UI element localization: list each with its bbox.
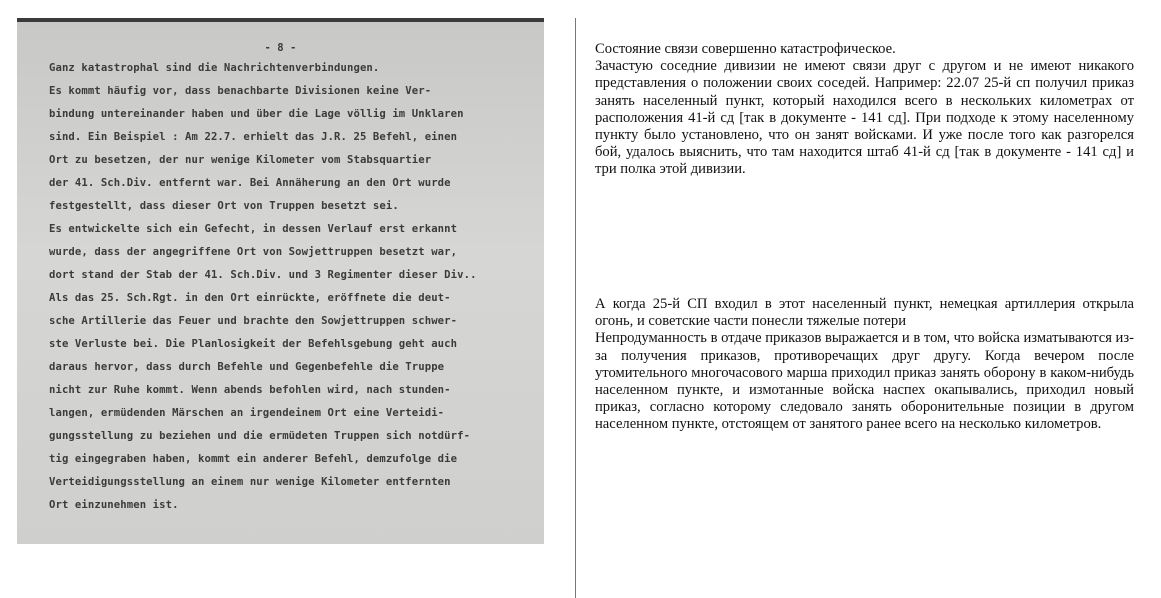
scan-top-edge	[17, 18, 544, 22]
column-divider	[575, 18, 576, 598]
translation-paragraph: Зачастую соседние дивизии не имеют связи друг с другом и не имеют никакого представления о положении своих соседей. Например: 22.07 25-й сп получил приказ занять населенный пункт, который находился всего в нескольких километрах от расположения 41-й сд [так в документе - 141 сд]. При подходе к этому населенному пункту было установлено, что он занят войсками. И уже после того как разгорелся бой, удалось выяснить, что там находится штаб 41-й сд [так в документе - 141 сд] и три полка этой дивизии.	[595, 58, 1134, 178]
scan-text-line: Es kommt häufig vor, dass benachbarte Divisionen keine Ver-	[49, 85, 432, 97]
scan-text-line: Ganz katastrophal sind die Nachrichtenverbindungen.	[49, 62, 380, 74]
scan-text-line: sche Artillerie das Feuer und brachte den Sowjettruppen schwer-	[49, 315, 458, 327]
translation-block-1	[595, 41, 1134, 179]
scan-text-line: sind. Ein Beispiel : Am 22.7. erhielt das J.R. 25 Befehl, einen	[49, 131, 458, 143]
scan-text-line: dort stand der Stab der 41. Sch.Div. und 3 Regimenter dieser Div..	[49, 269, 477, 281]
scan-text-line: daraus hervor, dass durch Befehle und Gegenbefehle die Truppe	[49, 361, 445, 373]
scan-text-line: ste Verluste bei. Die Planlosigkeit der Befehlsgebung geht auch	[49, 338, 458, 350]
translation-paragraph: А когда 25-й СП входил в этот населенный пункт, немецкая артиллерия открыла огонь, и советские части понесли тяжелые потери	[595, 296, 1134, 330]
translation-heading-line: Состояние связи совершенно катастрофическое.	[595, 41, 896, 57]
scan-text-line: Als das 25. Sch.Rgt. in den Ort einrückte, eröffnete die deut-	[49, 292, 451, 304]
scan-text-line: Verteidigungsstellung an einem nur wenige Kilometer entfernten	[49, 476, 451, 488]
translation-paragraph: Непродуманность в отдаче приказов выражается и в том, что войска изматываются из-за получения приказов, противоречащих друг другу. Когда вечером после утомительного многочасового марша приходил приказ занять оборону в каком-нибудь населенном пункте, и измотанные войска наспех окапывались, приходил новый приказ, согласно которому следовало занять оборонительные позиции в другом населенном пункте, отстоящем от занятого ранее всего на несколько километров.	[595, 330, 1134, 433]
page-number-mark: - 8 -	[264, 42, 297, 54]
scan-text-line: Ort zu besetzen, der nur wenige Kilometer vom Stabsquartier	[49, 154, 432, 166]
scan-text-line: bindung untereinander haben und über die Lage völlig im Unklaren	[49, 108, 464, 120]
scan-text-line: der 41. Sch.Div. entfernt war. Bei Annäherung an den Ort wurde	[49, 177, 451, 189]
scan-text-line: tig eingegraben haben, kommt ein anderer Befehl, demzufolge die	[49, 453, 458, 465]
scan-text-line: Ort einzunehmen ist.	[49, 499, 179, 511]
scan-text-line: wurde, dass der angegriffene Ort von Sowjettruppen besetzt war,	[49, 246, 458, 258]
scan-text-line: gungsstellung zu beziehen und die ermüdeten Truppen sich notdürf-	[49, 430, 471, 442]
scan-text-line: Es entwickelte sich ein Gefecht, in dessen Verlauf erst erkannt	[49, 223, 458, 235]
scanned-document-image	[17, 18, 544, 544]
scan-text-line: festgestellt, dass dieser Ort von Truppen besetzt sei.	[49, 200, 399, 212]
translation-block-2	[595, 296, 1134, 434]
scan-text-line: nicht zur Ruhe kommt. Wenn abends befohlen wird, nach stunden-	[49, 384, 451, 396]
scan-text-line: langen, ermüdenden Märschen an irgendeinem Ort eine Verteidi-	[49, 407, 445, 419]
